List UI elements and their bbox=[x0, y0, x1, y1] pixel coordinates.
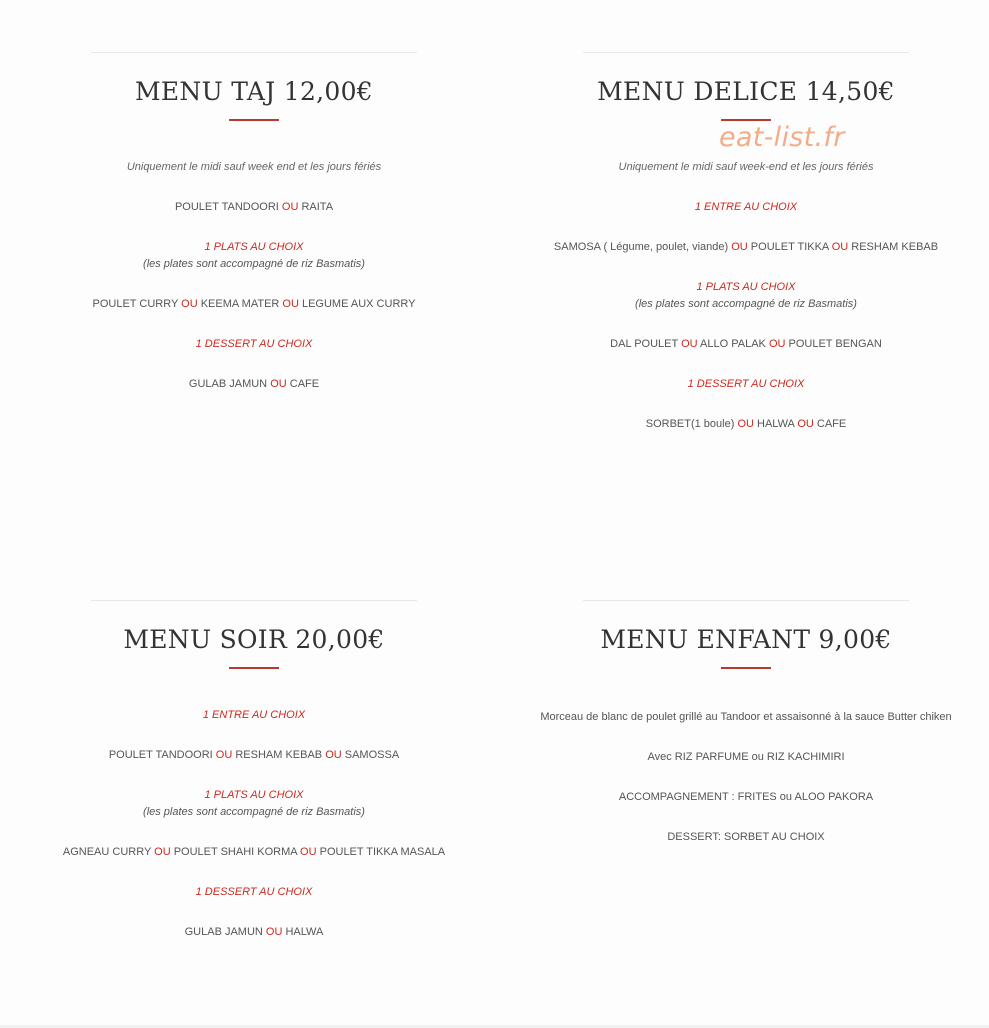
menu-line bbox=[499, 336, 989, 353]
ou-separator: OU bbox=[281, 201, 299, 213]
course-heading bbox=[7, 787, 501, 821]
course-heading bbox=[7, 336, 501, 353]
menu-line bbox=[499, 829, 989, 846]
line-text: HALWA bbox=[753, 418, 798, 430]
card-divider bbox=[91, 600, 417, 601]
line-text: GULAB JAMUN bbox=[188, 378, 271, 390]
line-text: SAMOSSA bbox=[341, 749, 400, 761]
card-divider bbox=[91, 52, 417, 53]
course-heading bbox=[7, 707, 501, 724]
line-text: Uniquement le midi sauf week end et les jours fériés bbox=[126, 161, 382, 173]
menu-line bbox=[7, 924, 501, 941]
menu-card-delice bbox=[499, 52, 989, 433]
line-text: CAFE bbox=[813, 418, 847, 430]
title-underline bbox=[721, 119, 771, 121]
line-text: 1 ENTRE AU CHOIX bbox=[694, 201, 798, 213]
line-text: CAFE bbox=[286, 378, 320, 390]
card-divider bbox=[583, 600, 909, 601]
menu-card-enfant bbox=[499, 600, 989, 846]
menu-lines bbox=[7, 707, 501, 941]
line-text: RESHAM KEBAB bbox=[232, 749, 326, 761]
line-text: GULAB JAMUN bbox=[184, 926, 266, 938]
ou-separator: OU bbox=[215, 749, 233, 761]
menu-title: MENU TAJ 12,00€ bbox=[134, 77, 374, 106]
menu-line bbox=[499, 159, 989, 176]
line-subnote: (les plates sont accompagné de riz Basmatis) bbox=[635, 298, 857, 310]
ou-separator: OU bbox=[270, 378, 287, 390]
line-text: POULET TANDOORI bbox=[108, 749, 216, 761]
menu-line bbox=[7, 747, 501, 764]
menu-line bbox=[7, 159, 501, 176]
line-text: 1 DESSERT AU CHOIX bbox=[195, 886, 313, 898]
line-text: DESSERT: SORBET AU CHOIX bbox=[667, 831, 825, 843]
ou-separator: OU bbox=[768, 338, 786, 350]
line-text: POULET CURRY bbox=[92, 298, 182, 310]
line-subnote: (les plates sont accompagné de riz Basmatis) bbox=[143, 258, 365, 270]
line-text: Avec RIZ PARFUME ou RIZ KACHIMIRI bbox=[647, 751, 845, 763]
title-underline bbox=[229, 667, 279, 669]
line-text: 1 DESSERT AU CHOIX bbox=[195, 338, 313, 350]
ou-separator: OU bbox=[737, 418, 754, 430]
menu-lines bbox=[7, 159, 501, 393]
menu-line bbox=[7, 296, 501, 313]
course-heading bbox=[499, 199, 989, 216]
line-text: POULET SHAHI KORMA bbox=[170, 846, 301, 858]
menu-title: MENU ENFANT 9,00€ bbox=[600, 625, 892, 654]
title-underline bbox=[721, 667, 771, 669]
ou-separator: OU bbox=[325, 749, 342, 761]
line-text: SAMOSA ( Légume, poulet, viande) bbox=[553, 241, 732, 253]
menu-line bbox=[499, 239, 989, 256]
ou-separator: OU bbox=[154, 846, 171, 858]
line-text: SORBET(1 boule) bbox=[645, 418, 738, 430]
title-underline bbox=[229, 119, 279, 121]
line-text: AGNEAU CURRY bbox=[62, 846, 155, 858]
line-text: Morceau de blanc de poulet grillé au Tandoor et assaisonné à la sauce Butter chiken bbox=[540, 711, 952, 723]
watermark-logo: eat-list.fr bbox=[719, 122, 845, 153]
ou-separator: OU bbox=[681, 338, 698, 350]
line-text: DAL POULET bbox=[610, 338, 682, 350]
line-text: RESHAM KEBAB bbox=[848, 241, 939, 253]
line-text: ALLO PALAK bbox=[697, 338, 769, 350]
course-heading bbox=[499, 376, 989, 393]
card-divider bbox=[583, 52, 909, 53]
line-text: KEEMA MATER bbox=[197, 298, 283, 310]
line-text: RAITA bbox=[298, 201, 334, 213]
menu-line bbox=[7, 376, 501, 393]
line-text: POULET TIKKA bbox=[747, 241, 832, 253]
ou-separator: OU bbox=[831, 241, 849, 253]
menu-line bbox=[499, 749, 989, 766]
line-subnote: (les plates sont accompagné de riz Basmatis) bbox=[143, 806, 365, 818]
line-text: POULET TANDOORI bbox=[174, 201, 282, 213]
menu-title: MENU DELICE 14,50€ bbox=[597, 77, 895, 106]
menu-line bbox=[499, 709, 989, 726]
line-text: LEGUME AUX CURRY bbox=[298, 298, 416, 310]
ou-separator: OU bbox=[265, 926, 283, 938]
line-text: HALWA bbox=[282, 926, 324, 938]
menu-card-soir bbox=[7, 600, 501, 941]
ou-separator: OU bbox=[181, 298, 198, 310]
menu-card-taj bbox=[7, 52, 501, 393]
course-heading bbox=[499, 279, 989, 313]
line-text: 1 DESSERT AU CHOIX bbox=[687, 378, 805, 390]
menu-line bbox=[7, 844, 501, 861]
ou-separator: OU bbox=[300, 846, 317, 858]
line-text: 1 PLATS AU CHOIX bbox=[204, 789, 304, 801]
line-text: POULET TIKKA MASALA bbox=[316, 846, 446, 858]
ou-separator: OU bbox=[797, 418, 814, 430]
menu-lines bbox=[499, 709, 989, 846]
line-text: Uniquement le midi sauf week-end et les jours fériés bbox=[618, 161, 874, 173]
line-text: ACCOMPAGNEMENT : FRITES ou ALOO PAKORA bbox=[618, 791, 874, 803]
ou-separator: OU bbox=[731, 241, 748, 253]
course-heading bbox=[7, 239, 501, 273]
course-heading bbox=[7, 884, 501, 901]
ou-separator: OU bbox=[282, 298, 299, 310]
menu-lines bbox=[499, 159, 989, 433]
menu-line bbox=[499, 416, 989, 433]
line-text: 1 ENTRE AU CHOIX bbox=[202, 709, 306, 721]
line-text: 1 PLATS AU CHOIX bbox=[696, 281, 796, 293]
menu-line bbox=[7, 199, 501, 216]
menu-line bbox=[499, 789, 989, 806]
line-text: POULET BENGAN bbox=[785, 338, 882, 350]
line-text: 1 PLATS AU CHOIX bbox=[204, 241, 304, 253]
menu-title: MENU SOIR 20,00€ bbox=[123, 625, 385, 654]
